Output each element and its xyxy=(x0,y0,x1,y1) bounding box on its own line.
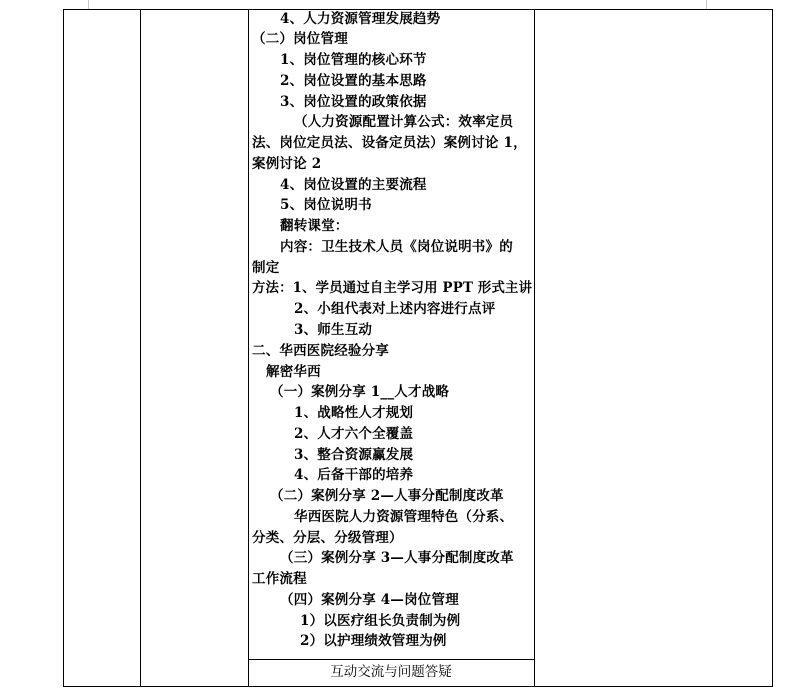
text-line: 翻转课堂： xyxy=(280,218,349,234)
top-stub-left xyxy=(88,0,89,9)
text-line: 1）以医疗组长负责制为例 xyxy=(300,613,461,629)
text-line: 制定 xyxy=(252,260,280,276)
text-line: 3、岗位设置的政策依据 xyxy=(280,94,427,110)
text-line: （二）岗位管理 xyxy=(252,31,348,47)
text-line: 工作流程 xyxy=(252,571,307,587)
text-line: 法、岗位定员法、设备定员法）案例讨论 1， xyxy=(252,135,527,151)
column-divider-1 xyxy=(140,9,141,687)
text-line: 1、岗位管理的核心环节 xyxy=(280,52,427,68)
text-line: （人力资源配置计算公式：效率定员 xyxy=(294,114,514,130)
text-line: 5、岗位说明书 xyxy=(280,197,372,213)
text-line: 华西医院人力资源管理特色（分系、 xyxy=(294,509,514,525)
text-line: 4、岗位设置的主要流程 xyxy=(280,177,427,193)
text-line: 2、小组代表对上述内容进行点评 xyxy=(294,301,496,317)
text-line: 2）以护理绩效管理为例 xyxy=(300,633,447,649)
text-line: （一）案例分享 1__人才战略 xyxy=(270,384,450,400)
text-line: 4、人力资源管理发展趋势 xyxy=(280,11,441,27)
top-stub-right xyxy=(706,0,707,9)
text-line: 2、岗位设置的基本思路 xyxy=(280,73,427,89)
text-line: 解密华西 xyxy=(266,364,321,380)
text-line: 方法：1、学员通过自主学习用 PPT 形式主讲 xyxy=(252,280,533,296)
footer-cell-label: 互动交流与问题答疑 xyxy=(330,664,452,680)
text-line: 内容：卫生技术人员《岗位说明书》的 xyxy=(280,239,513,255)
text-line: 2、人才六个全覆盖 xyxy=(294,426,414,442)
text-line: 3、师生互动 xyxy=(294,322,373,338)
text-line: （三）案例分享 3—人事分配制度改革 xyxy=(280,550,514,566)
table-right-border xyxy=(772,9,773,687)
column-divider-2 xyxy=(248,9,249,687)
text-line: 4、后备干部的培养 xyxy=(294,467,414,483)
text-line: （二）案例分享 2—人事分配制度改革 xyxy=(270,488,504,504)
text-line: 二、华西医院经验分享 xyxy=(252,343,389,359)
column-divider-3 xyxy=(534,9,535,687)
text-line: 案例讨论 2 xyxy=(252,156,322,172)
text-line: 3、整合资源赢发展 xyxy=(294,447,414,463)
text-line: （四）案例分享 4—岗位管理 xyxy=(280,592,459,608)
text-line: 1、战略性人才规划 xyxy=(294,405,414,421)
text-line: 分类、分层、分级管理） xyxy=(252,530,403,546)
table-left-border xyxy=(63,9,64,687)
table-bottom-border xyxy=(63,686,773,687)
